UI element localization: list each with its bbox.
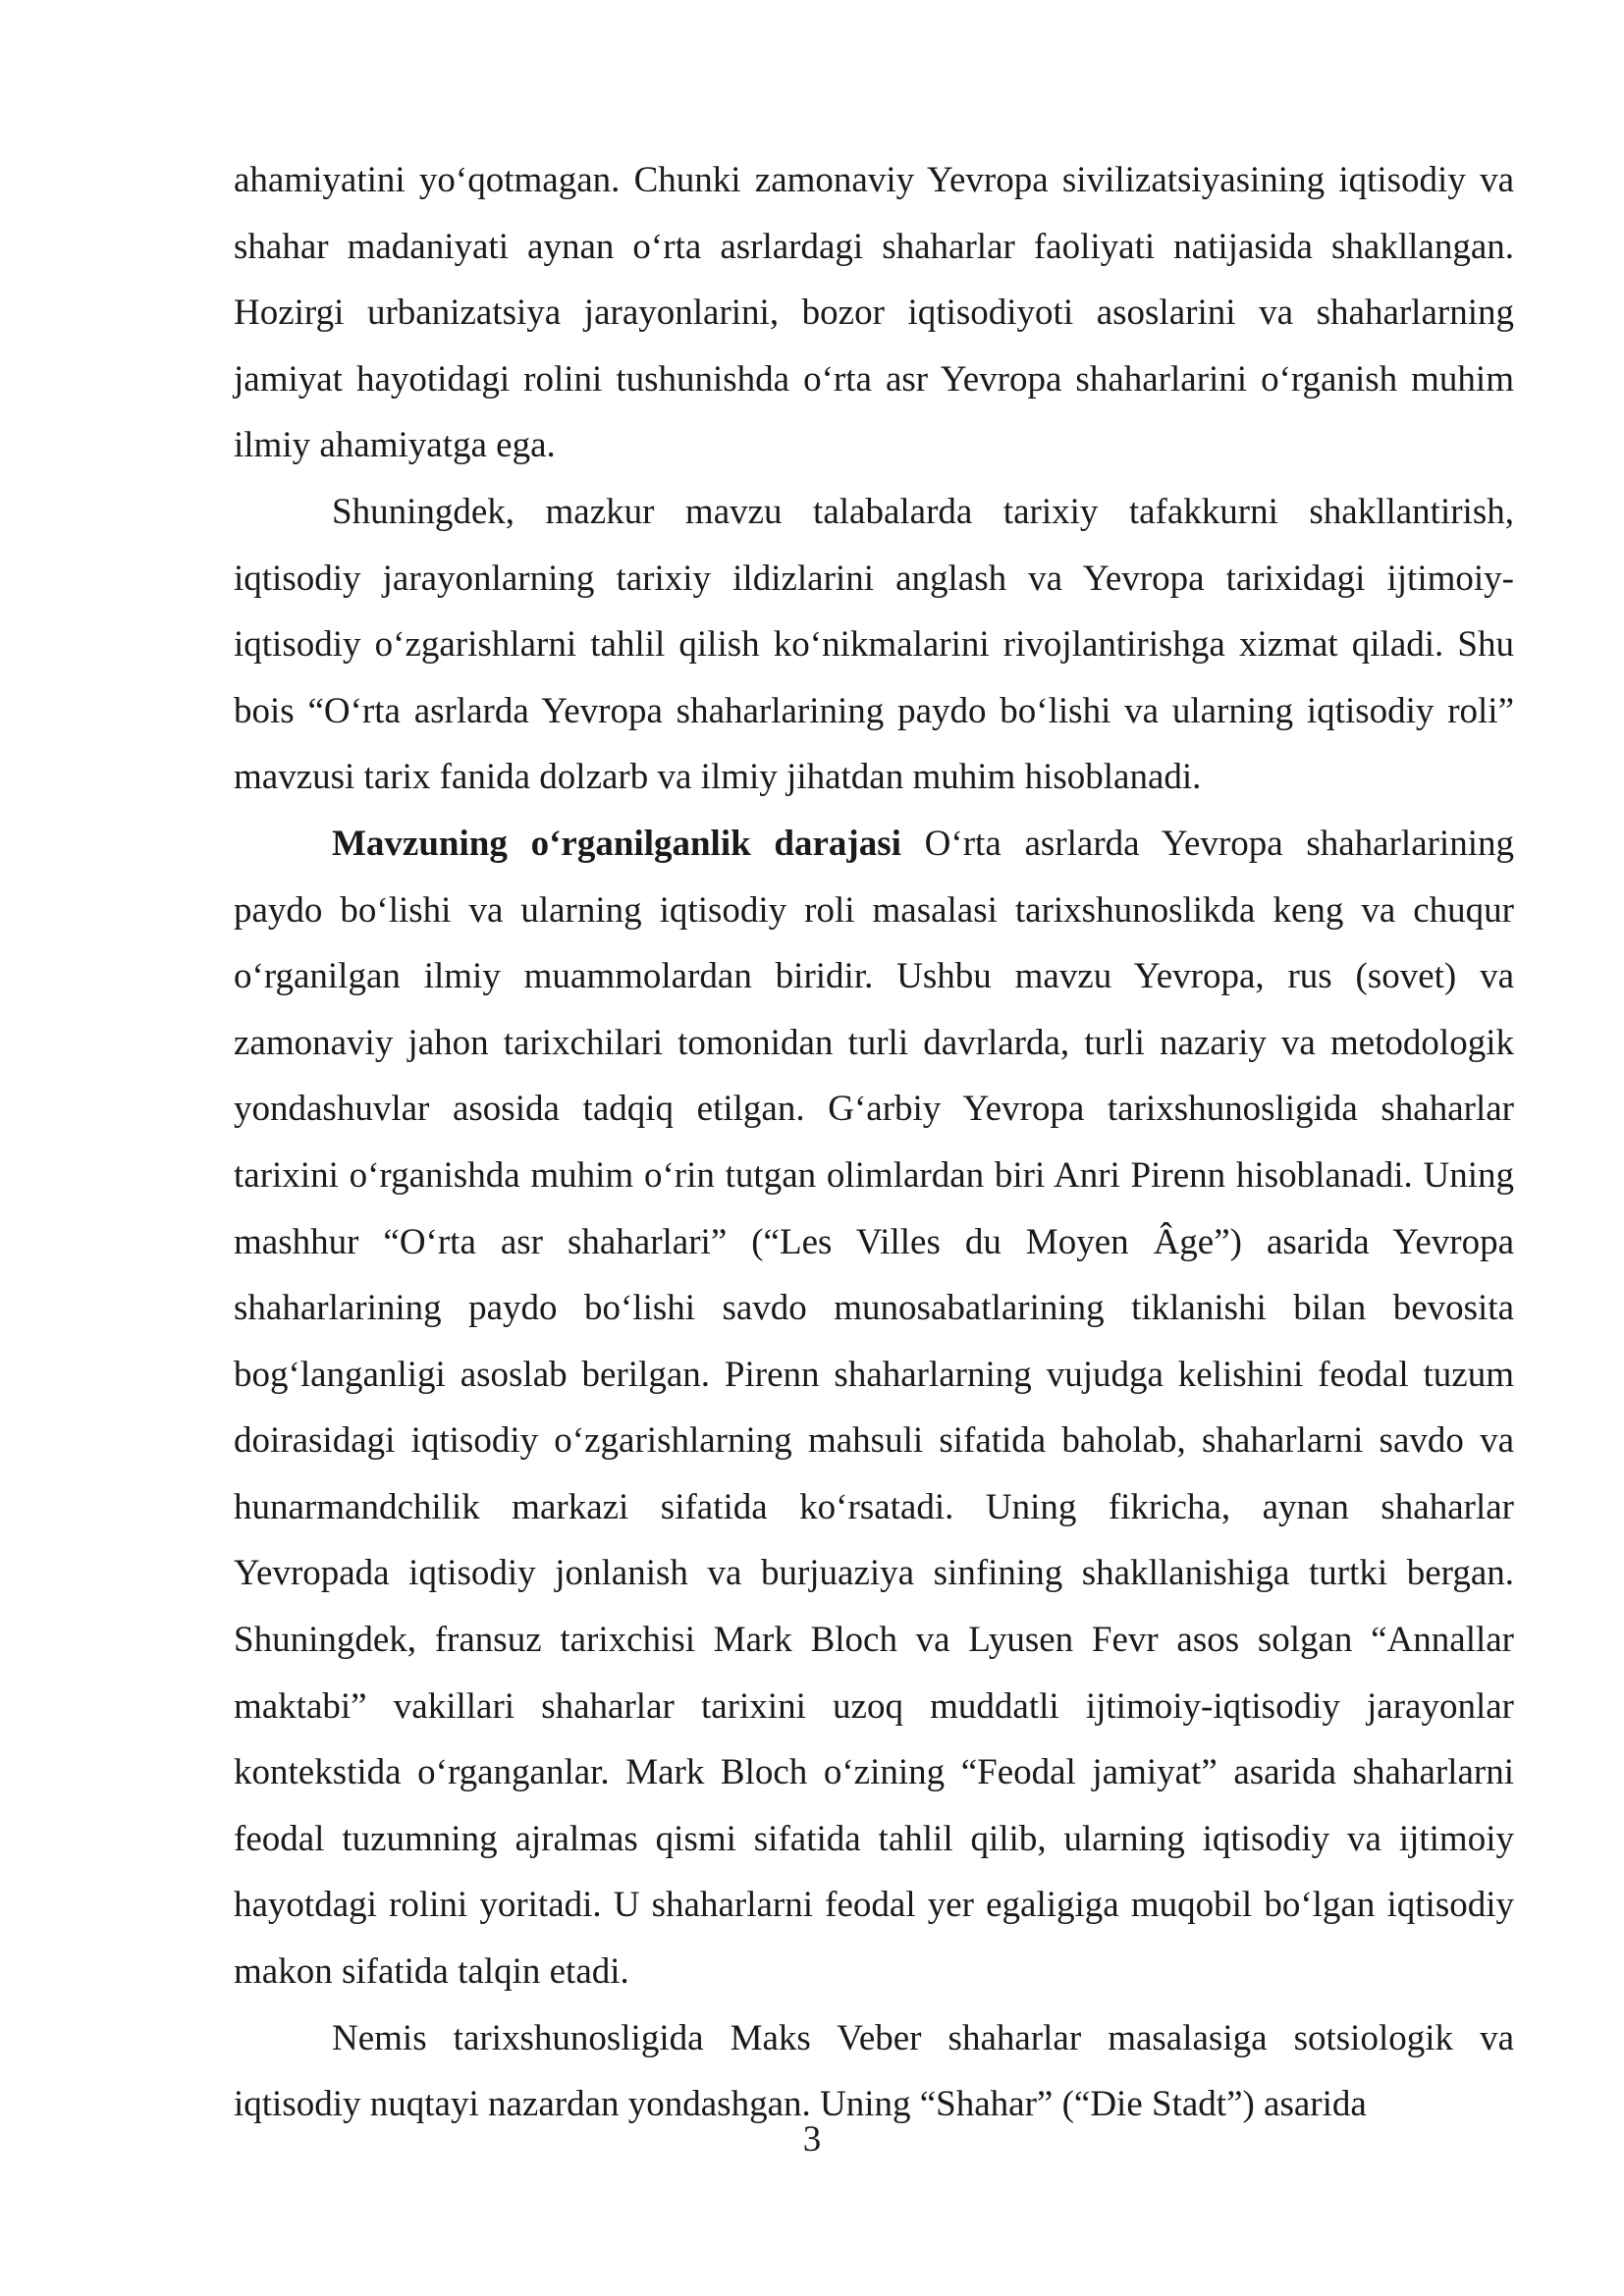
page-number: 3 [802,2119,822,2160]
paragraph-text: O‘rta asrlarda Yevropa shaharlarining paydo bo‘lishi va ularning iqtisodiy roli masalasi tarixshunoslikda keng va chuqur o‘rganilgan ilmiy muammolardan biridir. Ushbu mavzu Yevropa, rus (sovet) va zamonaviy jahon tarixchilari tomonidan turli davrlarda, turli nazariy va metodologik yondashuvlar asosida tadqiq etilgan. G‘arbiy Yevropa tarixshunosligida shaharlar tarixini o‘rganishda muhim o‘rin tutgan olimlardan biri Anri Pirenn hisoblanadi. Uning mashhur “O‘rta asr shaharlari” (“Les Villes du Moyen Âge”) asarida Yevropa shaharlarining paydo bo‘lishi savdo munosabatlarining tiklanishi bilan bevosita bog‘langanligi asoslab berilgan. Pirenn shaharlarning vujudga kelishini feodal tuzum doirasidagi iqtisodiy o‘zgarishlarning mahsuli sifatida baholab, shaharlarni savdo va hunarmandchilik markazi sifatida ko‘rsatadi. Uning fikricha, aynan shaharlar Yevropada iqtisodiy jonlanish va burjuaziya sinfining shakllanishiga turtki bergan. Shuningdek, fransuz tarixchisi Mark Bloch va Lyusen Fevr asos solgan “Annallar maktabi” vakillari shaharlar tarixini uzoq muddatli ijtimoiy-iqtisodiy jarayonlar kontekstida o‘rganganlar. Mark Bloch o‘zining “Feodal jamiyat” asarida shaharlarni feodal tuzumning ajralmas qismi sifatida tahlil qilib, ularning iqtisodiy va ijtimoiy hayotdagi rolini yoritadi. U shaharlarni feodal yer egaligiga muqobil bo‘lgan iqtisodiy makon sifatida talqin etadi. [234,823,1514,1993]
section-heading-inline: Mavzuning o‘rganilganlik darajasi [332,823,901,864]
paragraph-2 [234,479,1514,811]
paragraph-text: Nemis tarixshunosligida Maks Veber shaharlar masalasiga sotsiologik va iqtisodiy nuqtayi nazardan yondashgan. Uning “Shahar” (“Die Stadt”) asarida [234,2017,1514,2125]
paragraph-text: ahamiyatini yo‘qotmagan. Chunki zamonaviy Yevropa sivilizatsiyasining iqtisodiy va shahar madaniyati aynan o‘rta asrlardagi shaharlar faoliyati natijasida shakllangan. Hozirgi urbanizatsiya jarayonlarini, bozor iqtisodiyoti asoslarini va shaharlarning jamiyat hayotidagi rolini tushunishda o‘rta asr Yevropa shaharlarini o‘rganish muhim ilmiy ahamiyatga ega. [234,160,1514,466]
paragraph-1 [234,147,1514,479]
paragraph-text: Shuningdek, mazkur mavzu talabalarda tarixiy tafakkurni shakllantirish, iqtisodiy jarayonlarning tarixiy ildizlarini anglash va Yevropa tarixidagi ijtimoiy-iqtisodiy o‘zgarishlarni tahlil qilish ko‘nikmalarini rivojlantirishga xizmat qiladi. Shu bois “O‘rta asrlarda Yevropa shaharlarining paydo bo‘lishi va ularning iqtisodiy roli” mavzusi tarix fanida dolzarb va ilmiy jihatdan muhim hisoblanadi. [234,491,1514,798]
document-body [234,147,1514,2138]
paragraph-3 [234,811,1514,2005]
